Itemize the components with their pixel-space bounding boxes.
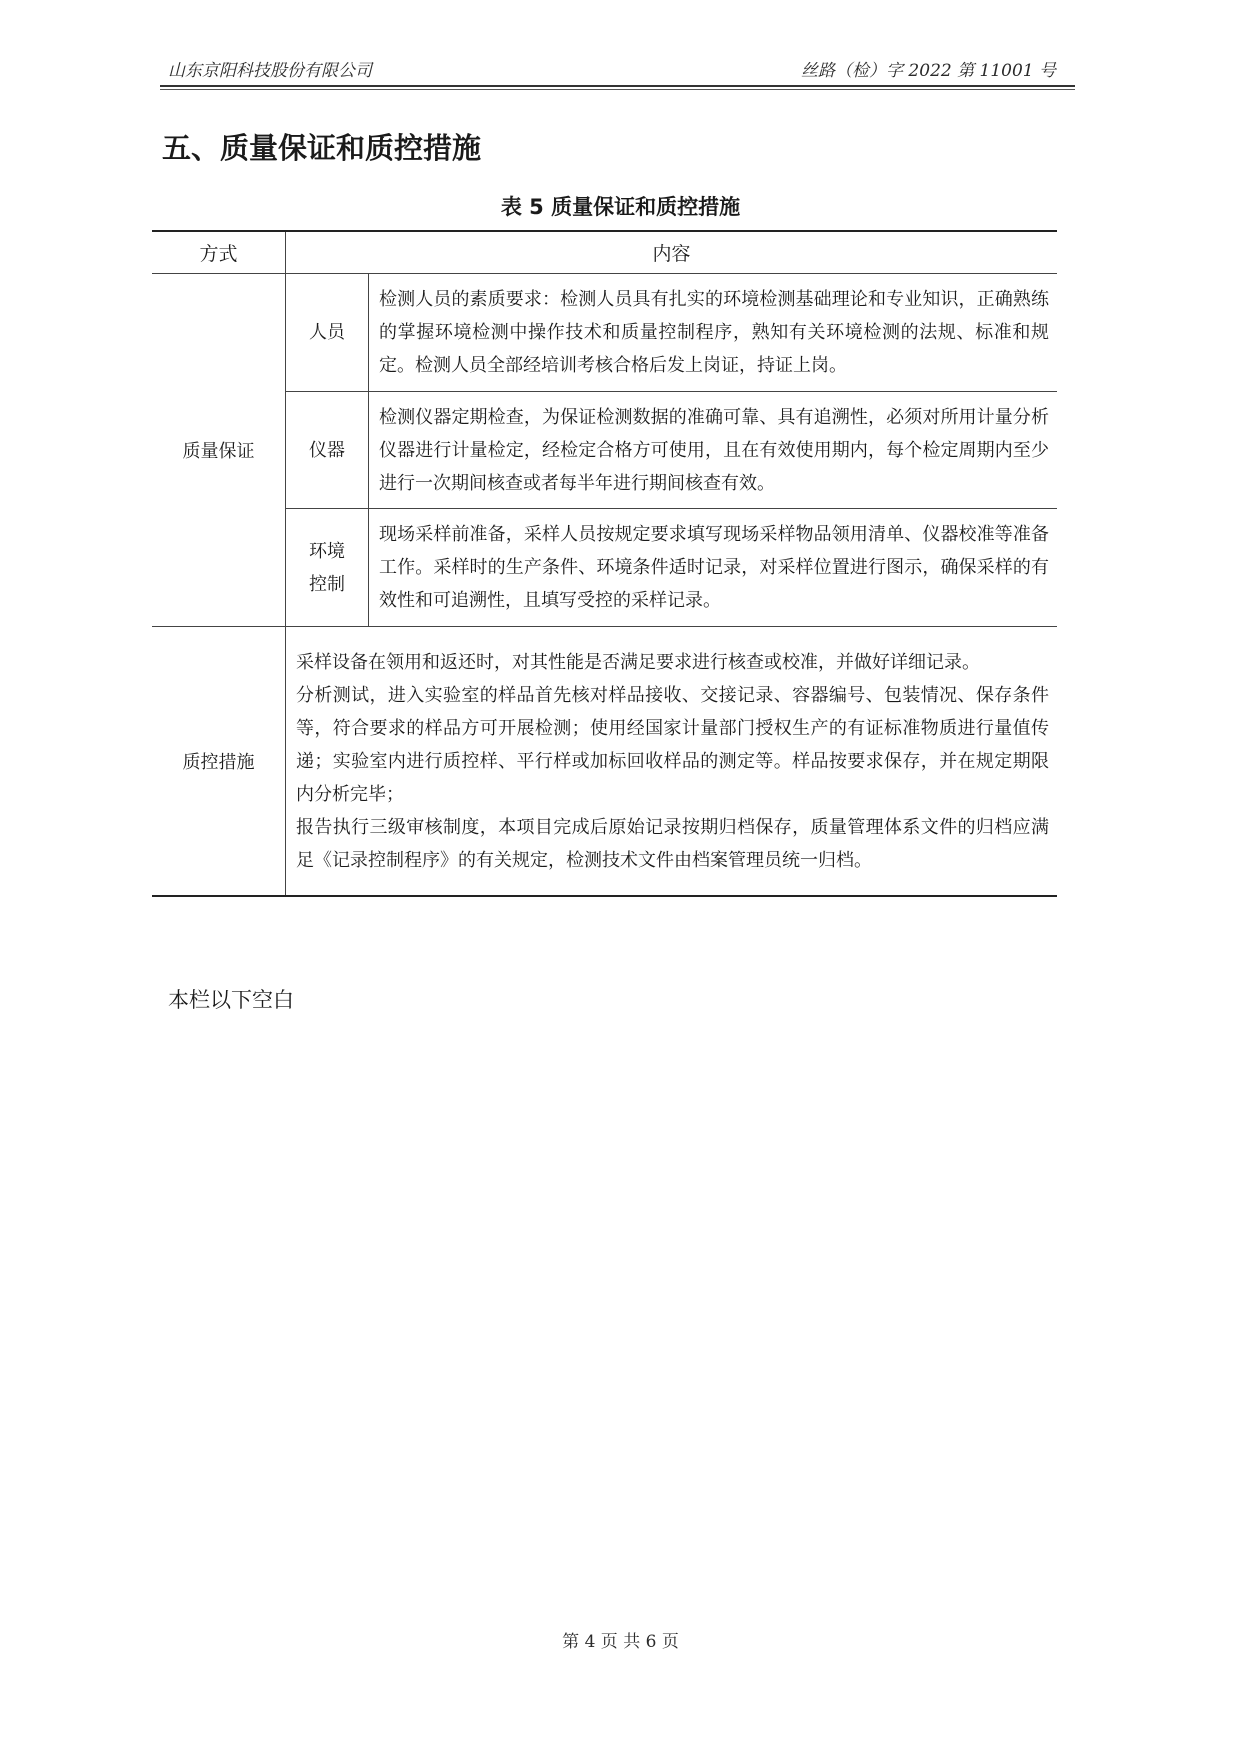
row-sub-environment-line2: 控制 [309,573,345,595]
page-number: 第 4 页 共 6 页 [562,1632,679,1652]
header-content: 内容 [286,231,1058,274]
table-row [152,392,1057,509]
qc-paragraph: 采样设备在领用和返还时，对其性能是否满足要求进行核查或校准，并做好详细记录。 [296,651,980,673]
table-row [152,627,1057,897]
row-sub-environment-line1: 环境 [309,540,345,562]
row-sub-instrument: 仪器 [286,392,369,509]
table-caption: 表 5 质量保证和质控措施 [500,195,741,219]
qc-paragraph: 报告执行三级审核制度，本项目完成后原始记录按期归档保存，质量管理体系文件的归档应满足《记录控制程序》的有关规定，检测技术文件由档案管理员统一归档。 [296,816,1049,871]
table-header-row [152,231,1057,274]
table-row [152,509,1057,627]
header-rule [160,85,1075,87]
qc-content [286,627,1058,897]
qc-group-label: 质控措施 [152,627,286,897]
table-row [152,274,1057,392]
row-text-instrument: 检测仪器定期检查，为保证检测数据的准确可靠、具有追溯性，必须对所用计量分析仪器进行计量检定，经检定合格方可使用，且在有效使用期内，每个检定周期内至少进行一次期间核查或者每半年进行期间核查有效。 [369,392,1058,509]
quality-table [152,230,1057,897]
qc-paragraph: 分析测试，进入实验室的样品首先核对样品接收、交接记录、容器编号、包装情况、保存条件等，符合要求的样品方可开展检测；使用经国家计量部门授权生产的有证标准物质进行量值传递；实验室内进行质控样、平行样或加标回收样品的测定等。样品按要求保存，并在规定期限内分析完毕； [296,684,1049,805]
qa-group-label: 质量保证 [152,274,286,627]
section-heading: 五、质量保证和质控措施 [162,131,482,165]
row-sub-environment [286,509,369,627]
blank-below-note: 本栏以下空白 [168,988,294,1012]
header-method: 方式 [152,231,286,274]
header-company: 山东京阳科技股份有限公司 [168,61,372,81]
header-rule-thin [160,89,1075,90]
header-doc-number: 丝路（检）字 2022 第 11001 号 [801,61,1056,81]
row-text-personnel: 检测人员的素质要求：检测人员具有扎实的环境检测基础理论和专业知识，正确熟练的掌握环境检测中操作技术和质量控制程序，熟知有关环境检测的法规、标准和规定。检测人员全部经培训考核合格后发上岗证，持证上岗。 [369,274,1058,392]
row-sub-personnel: 人员 [286,274,369,392]
row-text-environment: 现场采样前准备，采样人员按规定要求填写现场采样物品领用清单、仪器校准等准备工作。采样时的生产条件、环境条件适时记录，对采样位置进行图示，确保采样的有效性和可追溯性，且填写受控的采样记录。 [369,509,1058,627]
